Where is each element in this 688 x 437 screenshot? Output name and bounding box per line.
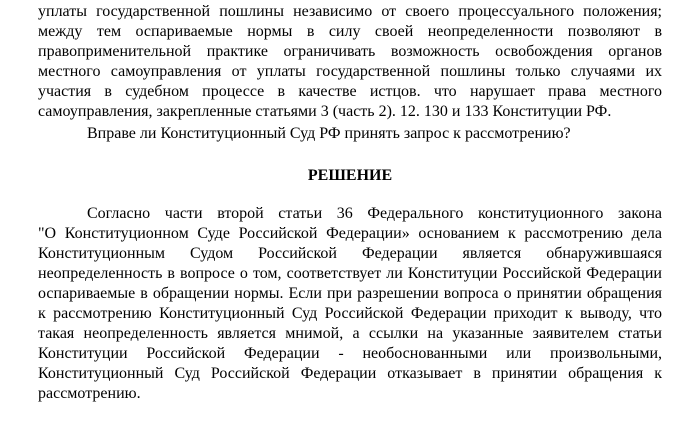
paragraph-line: правоприменительной практике ограничивать возможность освобождения органов (38, 43, 662, 60)
document-page (38, 0, 662, 404)
paragraph-line: такая неопределенность является мнимой, а ссылки на указанные заявителем статьи (38, 325, 662, 342)
paragraph-line: между тем оспариваемые нормы в силу своей неопределенности позволяют в (38, 23, 662, 40)
paragraph-line: рассмотрению. (38, 385, 141, 402)
paragraph-line: уплаты государственной пошлины независимо от своего процессуального положения; (38, 3, 662, 20)
paragraph-line: Конституционный Суд Российской Федерации отказывает в принятии обращения к (38, 365, 662, 382)
paragraph-line: Конституции Российской Федерации - необоснованными или произвольными, (38, 345, 662, 362)
paragraph-line: к рассмотрению Конституционный Суд Российской Федерации приходит к выводу, что (38, 305, 662, 322)
paragraph-line: самоуправления, закрепленные статьями 3 (часть 2). 12. 130 и 133 Конституции РФ. (38, 103, 612, 120)
decision-paragraph (38, 204, 662, 404)
paragraph-line: местного самоуправления от уплаты государственной пошлины только случаями их (38, 63, 662, 80)
paragraph-line: Конституционным Судом Российской Федерации является обнаружившаяся (38, 245, 662, 262)
question-text: Вправе ли Конституционный Суд РФ принять запрос к рассмотрению? (87, 125, 571, 142)
paragraph-line: оспариваемые в обращении нормы. Если при разрешении вопроса о принятии обращения (38, 285, 662, 302)
top-paragraph (38, 2, 662, 122)
paragraph-line: "О Конституционном Суде Российской Федерации» основанием к рассмотрению дела (38, 225, 662, 242)
paragraph-line: участия в судебном процессе в качестве истцов. что нарушает права местного (38, 83, 662, 100)
paragraph-line: неопределенность в вопросе о том, соответствует ли Конституции Российской Федерации (38, 265, 662, 282)
section-heading: РЕШЕНИЕ (307, 167, 393, 184)
paragraph-line: Согласно части второй статьи 36 Федерального конституционного закона (87, 205, 662, 222)
